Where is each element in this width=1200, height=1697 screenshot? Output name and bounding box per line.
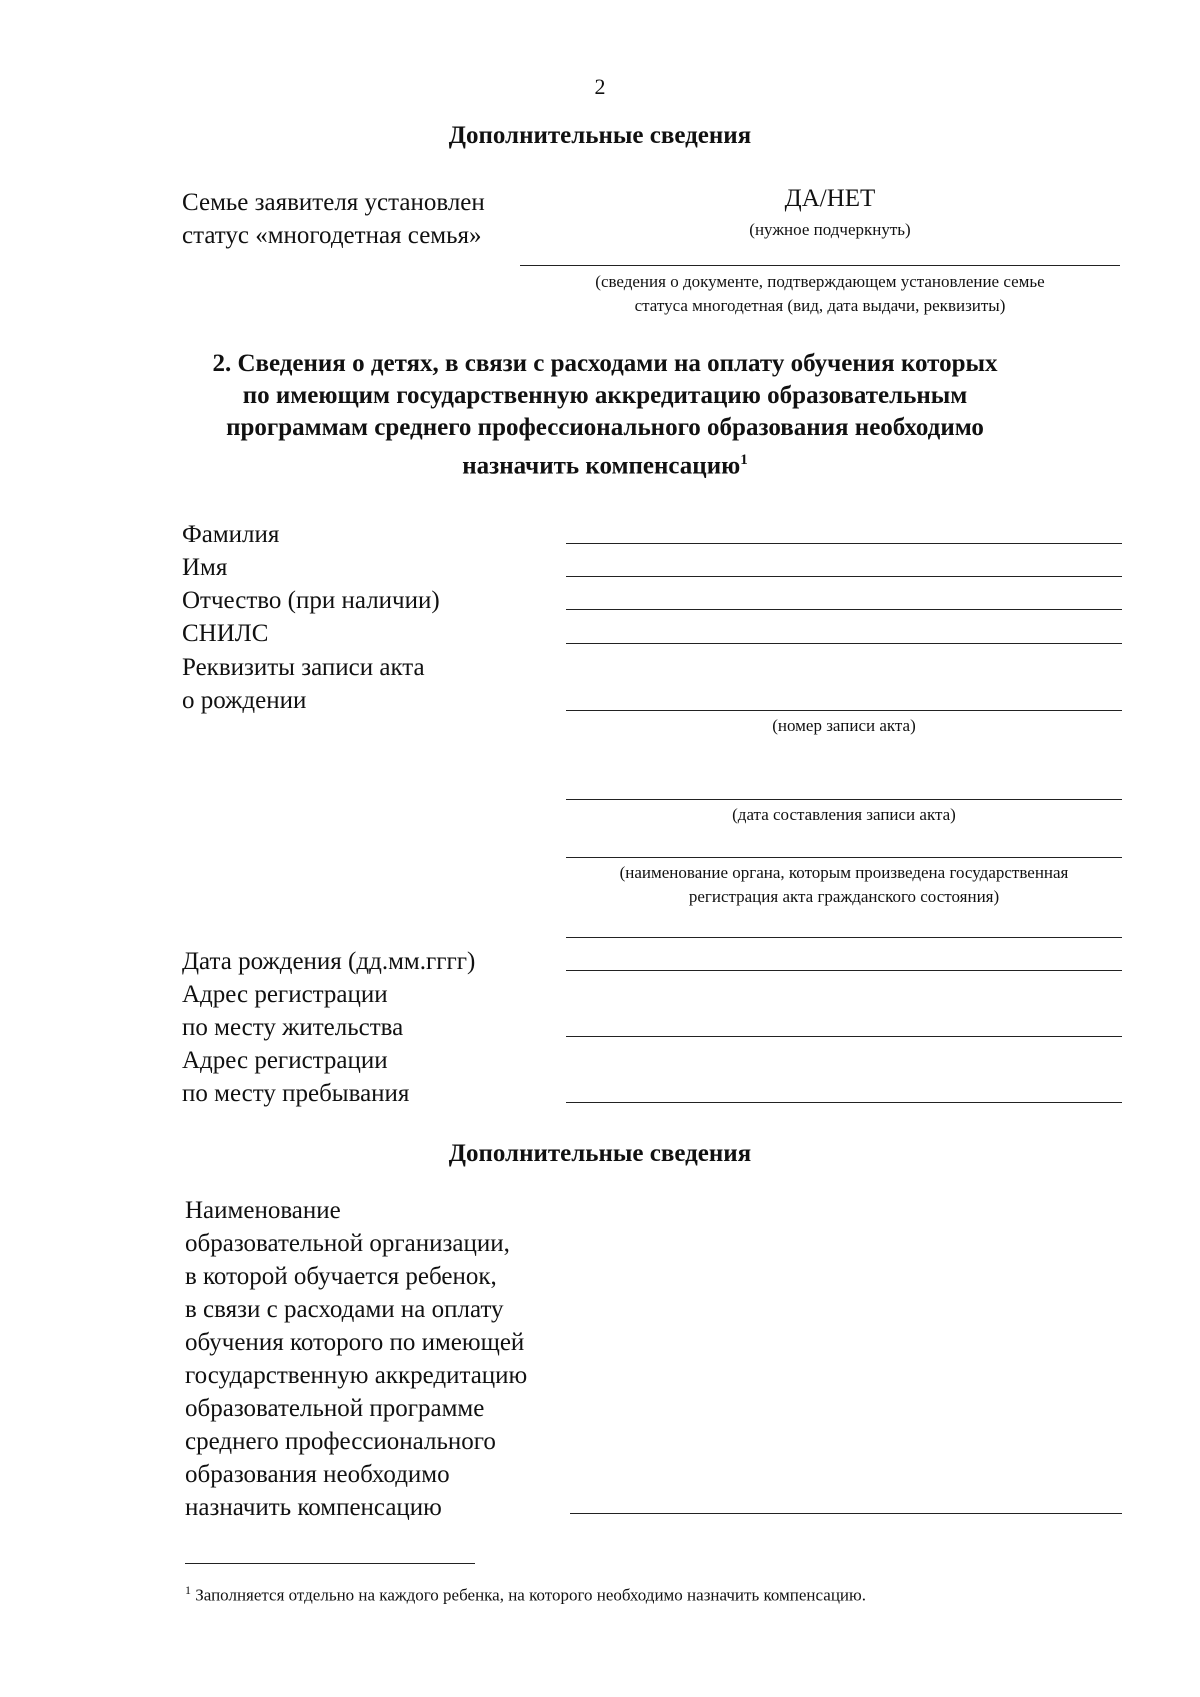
residence-address-label bbox=[182, 978, 403, 1044]
organization-label-line: в связи с расходами на оплату bbox=[185, 1296, 504, 1323]
authority-field[interactable] bbox=[566, 857, 1122, 858]
footnote-separator bbox=[185, 1563, 475, 1564]
birth-record-label bbox=[182, 651, 425, 717]
birth-date-field[interactable] bbox=[566, 970, 1122, 971]
authority-hint bbox=[566, 861, 1122, 909]
status-label-line2: статус «многодетная семья» bbox=[182, 222, 482, 249]
residence-address-field[interactable] bbox=[566, 1036, 1122, 1037]
birth-record-label-line1: Реквизиты записи акта bbox=[182, 654, 425, 681]
organization-label bbox=[185, 1194, 527, 1524]
organization-label-line: назначить компенсацию bbox=[185, 1494, 442, 1521]
document-info-hint-line2: статуса многодетная (вид, дата выдачи, реквизиты) bbox=[634, 296, 1006, 315]
document-info-field[interactable] bbox=[520, 265, 1120, 266]
residence-address-label-line1: Адрес регистрации bbox=[182, 981, 388, 1008]
authority-field-continuation[interactable] bbox=[566, 937, 1122, 938]
record-number-hint: (номер записи акта) bbox=[772, 716, 916, 735]
record-number-field[interactable] bbox=[566, 710, 1122, 711]
birth-date-label: Дата рождения (дд.мм.гггг) bbox=[182, 948, 476, 975]
document-info-hint bbox=[520, 270, 1120, 318]
birth-record-label-line2: о рождении bbox=[182, 687, 307, 714]
record-date-hint: (дата составления записи акта) bbox=[732, 805, 956, 824]
residence-address-label-line2: по месту жительства bbox=[182, 1014, 404, 1041]
organization-label-line: обучения которого по имеющей bbox=[185, 1329, 525, 1356]
organization-label-line: в которой обучается ребенок, bbox=[185, 1263, 497, 1290]
organization-field[interactable] bbox=[570, 1513, 1122, 1514]
name-field[interactable] bbox=[566, 576, 1122, 577]
organization-label-line: Наименование bbox=[185, 1197, 341, 1224]
yes-no-choice[interactable]: ДА/НЕТ bbox=[784, 185, 876, 212]
section3-heading: Дополнительные сведения bbox=[448, 1140, 752, 1167]
section1-heading: Дополнительные сведения bbox=[448, 122, 752, 149]
stay-address-label bbox=[182, 1044, 409, 1110]
page-number: 2 bbox=[594, 74, 606, 99]
status-label-line1: Семье заявителя установлен bbox=[182, 189, 485, 216]
stay-address-label-line1: Адрес регистрации bbox=[182, 1047, 388, 1074]
footnote-ref: 1 bbox=[740, 452, 748, 468]
section2-title-line3: программам среднего профессионального образования необходимо bbox=[226, 414, 984, 441]
authority-hint-line2: регистрация акта гражданского состояния) bbox=[688, 887, 1000, 906]
section2-title-line1: 2. Сведения о детях, в связи с расходами на оплату обучения которых bbox=[212, 350, 998, 377]
section2-title bbox=[150, 348, 1060, 482]
footnote-text: Заполняется отдельно на каждого ребенка, на которого необходимо назначить компенсацию. bbox=[195, 1585, 866, 1605]
stay-address-label-line2: по месту пребывания bbox=[182, 1080, 410, 1107]
section2-title-line2: по имеющим государственную аккредитацию образовательным bbox=[242, 382, 968, 409]
organization-label-line: образования необходимо bbox=[185, 1461, 450, 1488]
footnote bbox=[185, 1583, 866, 1606]
section2-title-line4 bbox=[150, 444, 1060, 482]
organization-label-line: образовательной организации, bbox=[185, 1230, 510, 1257]
surname-field[interactable] bbox=[566, 543, 1122, 544]
patronymic-field[interactable] bbox=[566, 609, 1122, 610]
footnote-mark: 1 bbox=[185, 1583, 191, 1597]
stay-address-field[interactable] bbox=[566, 1102, 1122, 1103]
organization-label-line: государственную аккредитацию bbox=[185, 1362, 528, 1389]
snils-label: СНИЛС bbox=[182, 620, 269, 647]
organization-label-line: среднего профессионального bbox=[185, 1428, 496, 1455]
name-label: Имя bbox=[182, 554, 228, 581]
authority-hint-line1: (наименование органа, которым произведена государственная bbox=[619, 863, 1069, 882]
surname-label: Фамилия bbox=[182, 521, 280, 548]
patronymic-label: Отчество (при наличии) bbox=[182, 587, 440, 614]
record-date-field[interactable] bbox=[566, 799, 1122, 800]
status-label bbox=[182, 186, 485, 252]
document-info-hint-line1: (сведения о документе, подтверждающем установление семье bbox=[595, 272, 1045, 291]
section2-title-line4-text: назначить компенсацию bbox=[462, 452, 741, 480]
organization-label-line: образовательной программе bbox=[185, 1395, 485, 1422]
snils-field[interactable] bbox=[566, 643, 1122, 644]
yes-no-hint: (нужное подчеркнуть) bbox=[749, 220, 911, 239]
